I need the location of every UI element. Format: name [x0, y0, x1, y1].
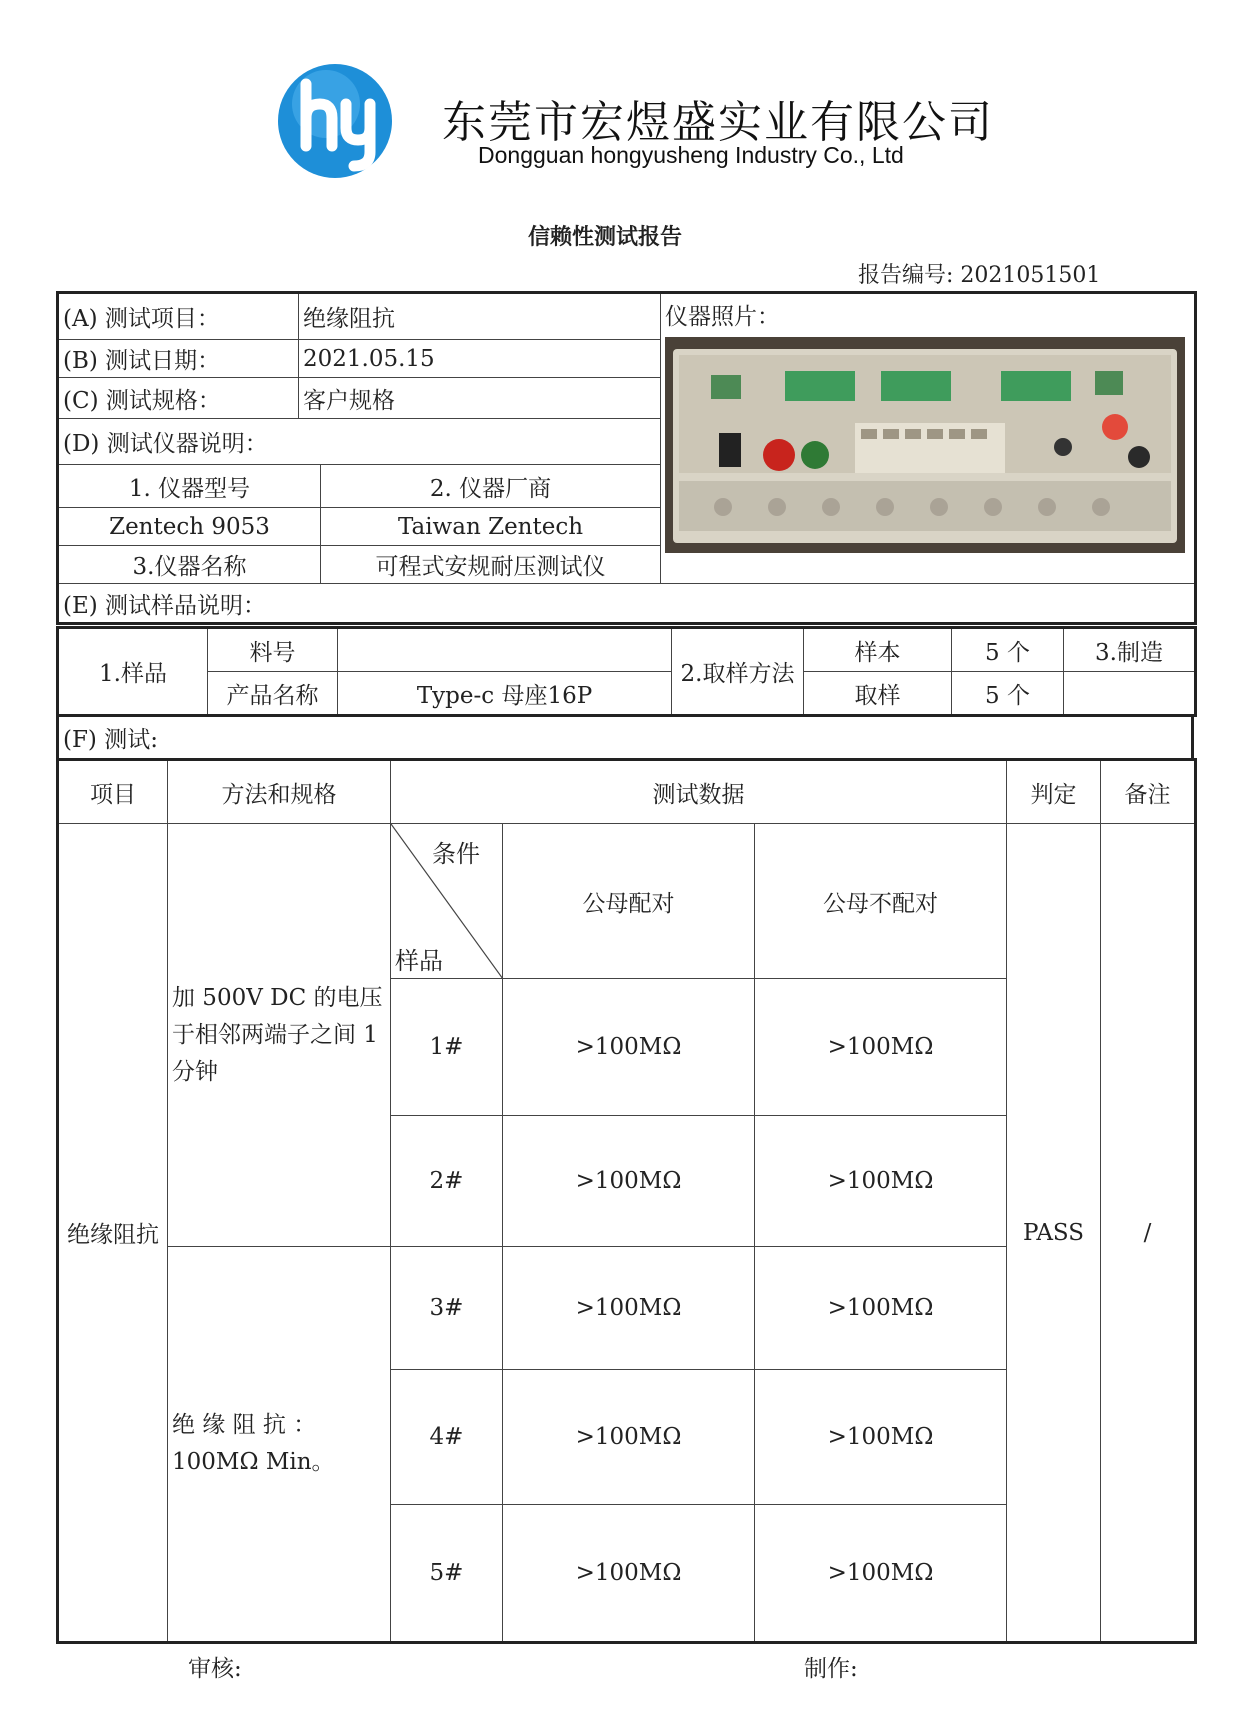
test-date-value: 2021.05.15 [299, 340, 661, 378]
instrument-photo-cell [661, 293, 1196, 584]
judgement: PASS [1007, 824, 1101, 1643]
instrument-name-value: 可程式安规耐压测试仪 [321, 546, 661, 584]
sample-count-value: 5 个 [952, 628, 1064, 672]
sample-label: 1.样品 [58, 628, 208, 716]
row-sample: 5# [391, 1505, 503, 1643]
row-mated: >100MΩ [503, 1116, 755, 1247]
test-date-label: (B) 测试日期： [58, 340, 299, 378]
header-method: 方法和规格 [168, 760, 391, 824]
sample-table [56, 626, 1197, 717]
photo-label: 仪器照片： [665, 304, 780, 330]
company-name-en: Dongguan hongyusheng Industry Co., Ltd [478, 142, 904, 168]
test-item-label: (A) 测试项目： [58, 293, 299, 340]
sampling-method-label: 2.取样方法 [672, 628, 804, 716]
part-no-label: 料号 [208, 628, 338, 672]
test-table [56, 758, 1197, 1644]
manufacture-value [1064, 672, 1196, 716]
made-by-label: 制作: [804, 1656, 858, 1682]
instrument-model-value: Zentech 9053 [58, 508, 321, 546]
test-section-label: (F) 测试: [63, 726, 158, 753]
instrument-model-header: 1. 仪器型号 [58, 465, 321, 508]
cond-mated: 公母配对 [503, 824, 755, 979]
row-mated: >100MΩ [503, 1370, 755, 1505]
company-name-cn: 东莞市宏煜盛实业有限公司 [442, 97, 994, 148]
method-1: 加 500V DC 的电压于相邻两端子之间 1 分钟 [168, 824, 391, 1247]
item-name: 绝缘阻抗 [58, 824, 168, 1643]
row-mated: >100MΩ [503, 1505, 755, 1643]
header-judge: 判定 [1007, 760, 1101, 824]
remark: / [1101, 824, 1196, 1643]
report-number: 报告编号: 2021051501 [858, 263, 1101, 288]
test-spec-label: (C) 测试规格： [58, 378, 299, 419]
part-no-value [338, 628, 672, 672]
product-name-value: Type-c 母座16P [338, 672, 672, 716]
row-mated: >100MΩ [503, 979, 755, 1116]
instrument-maker-header: 2. 仪器厂商 [321, 465, 661, 508]
row-unmated: >100MΩ [755, 1116, 1007, 1247]
instrument-photo [665, 337, 1185, 553]
row-unmated: >100MΩ [755, 1247, 1007, 1370]
row-sample: 1# [391, 979, 503, 1116]
instrument-label: (D) 测试仪器说明： [58, 419, 661, 465]
diag-sample-label: 样品 [395, 947, 443, 975]
header-item: 项目 [58, 760, 168, 824]
row-sample: 2# [391, 1116, 503, 1247]
product-name-label: 产品名称 [208, 672, 338, 716]
diagonal-header-cell [391, 824, 503, 979]
header-remark: 备注 [1101, 760, 1196, 824]
row-mated: >100MΩ [503, 1247, 755, 1370]
company-logo [276, 62, 394, 180]
test-spec-value: 客户规格 [299, 378, 661, 419]
row-sample: 4# [391, 1370, 503, 1505]
taken-label: 取样 [804, 672, 952, 716]
info-table [56, 291, 1197, 625]
test-item-value: 绝缘阻抗 [299, 293, 661, 340]
instrument-name-header: 3.仪器名称 [58, 546, 321, 584]
test-section-label-table [56, 716, 1194, 758]
diag-condition-label: 条件 [432, 840, 480, 868]
row-sample: 3# [391, 1247, 503, 1370]
method-2: 绝 缘 阻 抗 ：100MΩ Min。 [168, 1247, 391, 1643]
cond-unmated: 公母不配对 [755, 824, 1007, 979]
report-title: 信赖性测试报告 [527, 225, 682, 250]
row-unmated: >100MΩ [755, 1505, 1007, 1643]
row-unmated: >100MΩ [755, 979, 1007, 1116]
instrument-maker-value: Taiwan Zentech [321, 508, 661, 546]
review-label: 审核: [188, 1656, 242, 1682]
sample-section-label: (E) 测试样品说明： [58, 584, 1196, 624]
sample-count-label: 样本 [804, 628, 952, 672]
manufacture-label: 3.制造 [1064, 628, 1196, 672]
taken-value: 5 个 [952, 672, 1064, 716]
header-data: 测试数据 [391, 760, 1007, 824]
row-unmated: >100MΩ [755, 1370, 1007, 1505]
